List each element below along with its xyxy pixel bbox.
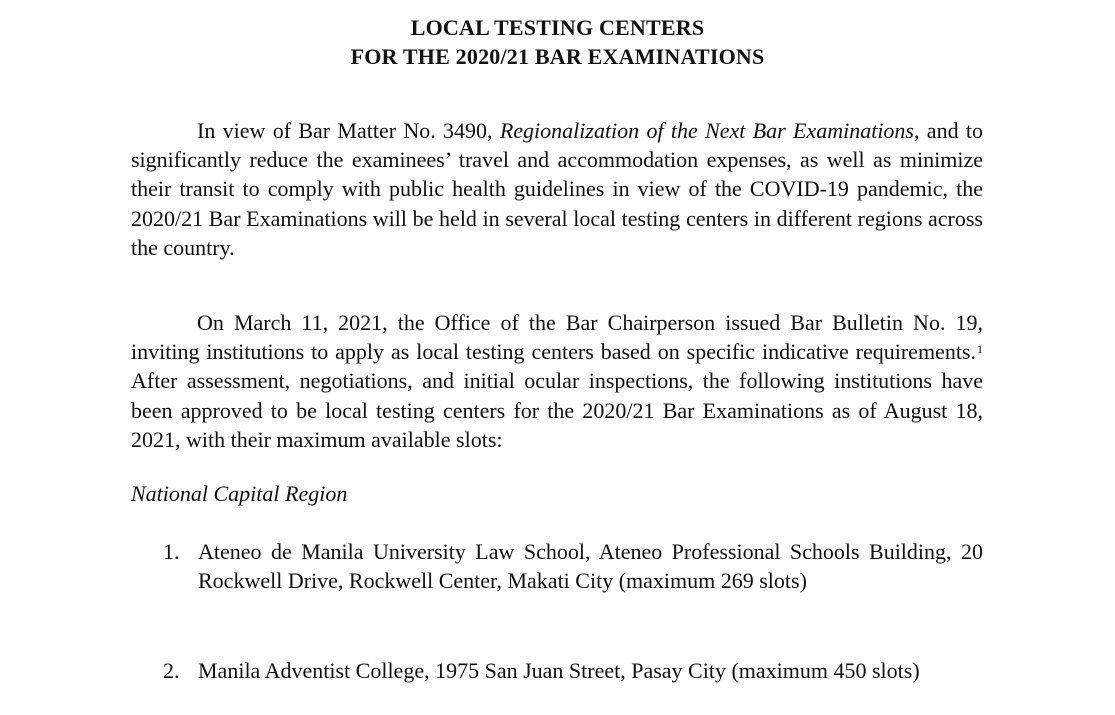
list-item-text: Manila Adventist College, 1975 San Juan Street, Pasay City (maximum 450 slots) (198, 658, 920, 683)
list-item-number: 2. (163, 658, 180, 683)
bulletin-paragraph (131, 308, 993, 454)
intro-text-start: In view of Bar Matter No. 3490, (197, 118, 500, 143)
list-item-number: 1. (163, 539, 180, 564)
list-item (163, 656, 983, 685)
intro-text-end: , and to significantly reduce the examinees’ travel and accommodation expenses, as well as minimize their transit to comply with public health guidelines in view of the COVID-19 pandemic, the 2020/21 Bar Examinations will be held in several local testing centers in different regions across the country. (131, 118, 983, 260)
document-title-line-1: LOCAL TESTING CENTERS (410, 15, 705, 40)
intro-paragraph (131, 116, 983, 262)
region-heading: National Capital Region (131, 481, 348, 506)
bulletin-text-start: On March 11, 2021, the Office of the Bar Chairperson issued Bar Bulletin No. 19, inviting institutions to apply as local testing centers based on specific indicative requirements. (131, 310, 983, 365)
list-item (163, 537, 983, 595)
document-title-line-2: FOR THE 2020/21 BAR EXAMINATIONS (350, 44, 765, 69)
bar-matter-title: Regionalization of the Next Bar Examinations (499, 118, 914, 143)
footnote-marker: 1 (977, 342, 983, 357)
bulletin-text-end: After assessment, negotiations, and initial ocular inspections, the following institutions have been approved to be local testing centers for the 2020/21 Bar Examinations as of August 18, 2021, with their maximum available slots: (131, 339, 993, 452)
list-item-text: Ateneo de Manila University Law School, Ateneo Professional Schools Building, 20 Rockwell Drive, Rockwell Center, Makati City (maximum 269 slots) (198, 539, 983, 594)
